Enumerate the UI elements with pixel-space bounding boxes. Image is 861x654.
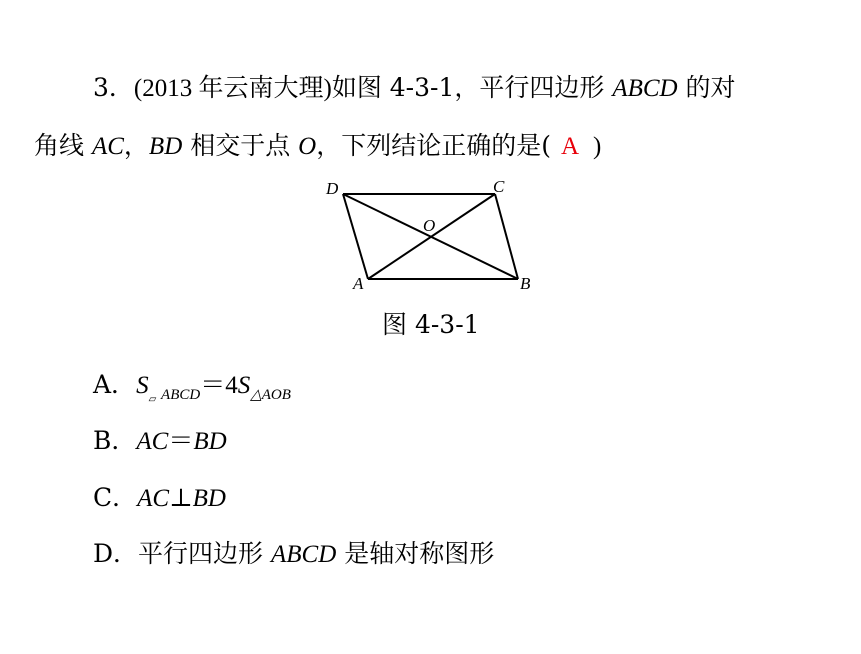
option-b [93,426,227,457]
question-line-1 [93,73,736,104]
option-c-lhs: AC [137,485,170,512]
question-close-paren: ) [593,133,602,160]
option-b-prefix: B． [93,426,137,455]
point-o: O [298,133,317,160]
option-c-op: ⊥ [169,483,193,512]
option-c-prefix: C． [93,483,138,512]
question-source: (2013 年云南大理) [133,75,332,102]
option-b-op: ＝ [168,426,194,455]
diagonal-bd: BD [148,133,183,160]
label-b: B [520,274,531,293]
question-number: 3． [93,73,134,102]
option-a [93,370,291,415]
option-a-sub-1: ABCD [161,387,201,403]
diagonal-ac: AC [91,133,124,160]
option-d-abcd: ABCD [271,541,337,568]
question-text-2: 的对 [677,73,736,102]
option-a-prefix: A． [93,370,137,399]
option-d-text-1: 平行四边形 [138,539,271,568]
question-line-2 [34,131,601,162]
question-text-5: ，下列结论正确的是( [316,131,551,160]
label-c: C [493,177,505,196]
parallelogram-symbol: ▱ [148,394,157,405]
parallelogram-name: ABCD [612,75,678,102]
option-c-rhs: BD [192,485,226,512]
option-d [93,539,494,570]
label-d: D [326,179,339,198]
question-text-1: 如图 4-3-1，平行四边形 [331,73,613,102]
parallelogram-figure [320,176,550,296]
label-o: O [423,216,436,235]
option-b-lhs: AC [136,428,169,455]
diagonal-bd-line [343,194,518,279]
option-a-sub-2: △AOB [250,387,291,403]
area-symbol-2: S [237,372,251,399]
option-a-equals: ＝4 [200,372,238,399]
option-d-text-2: 是轴对称图形 [336,539,495,568]
question-text-4: 相交于点 [182,131,299,160]
side-cb [495,194,518,279]
label-a: A [353,274,364,293]
answer-mark: A [560,133,580,160]
option-c [93,483,226,514]
question-text-3: 角线 [34,131,92,160]
question-comma: ， [123,131,149,160]
side-ad [343,194,368,279]
figure-caption: 图 4-3-1 [382,310,480,339]
option-b-rhs: BD [193,428,227,455]
area-symbol-1: S [136,372,149,399]
option-d-prefix: D． [93,539,139,568]
